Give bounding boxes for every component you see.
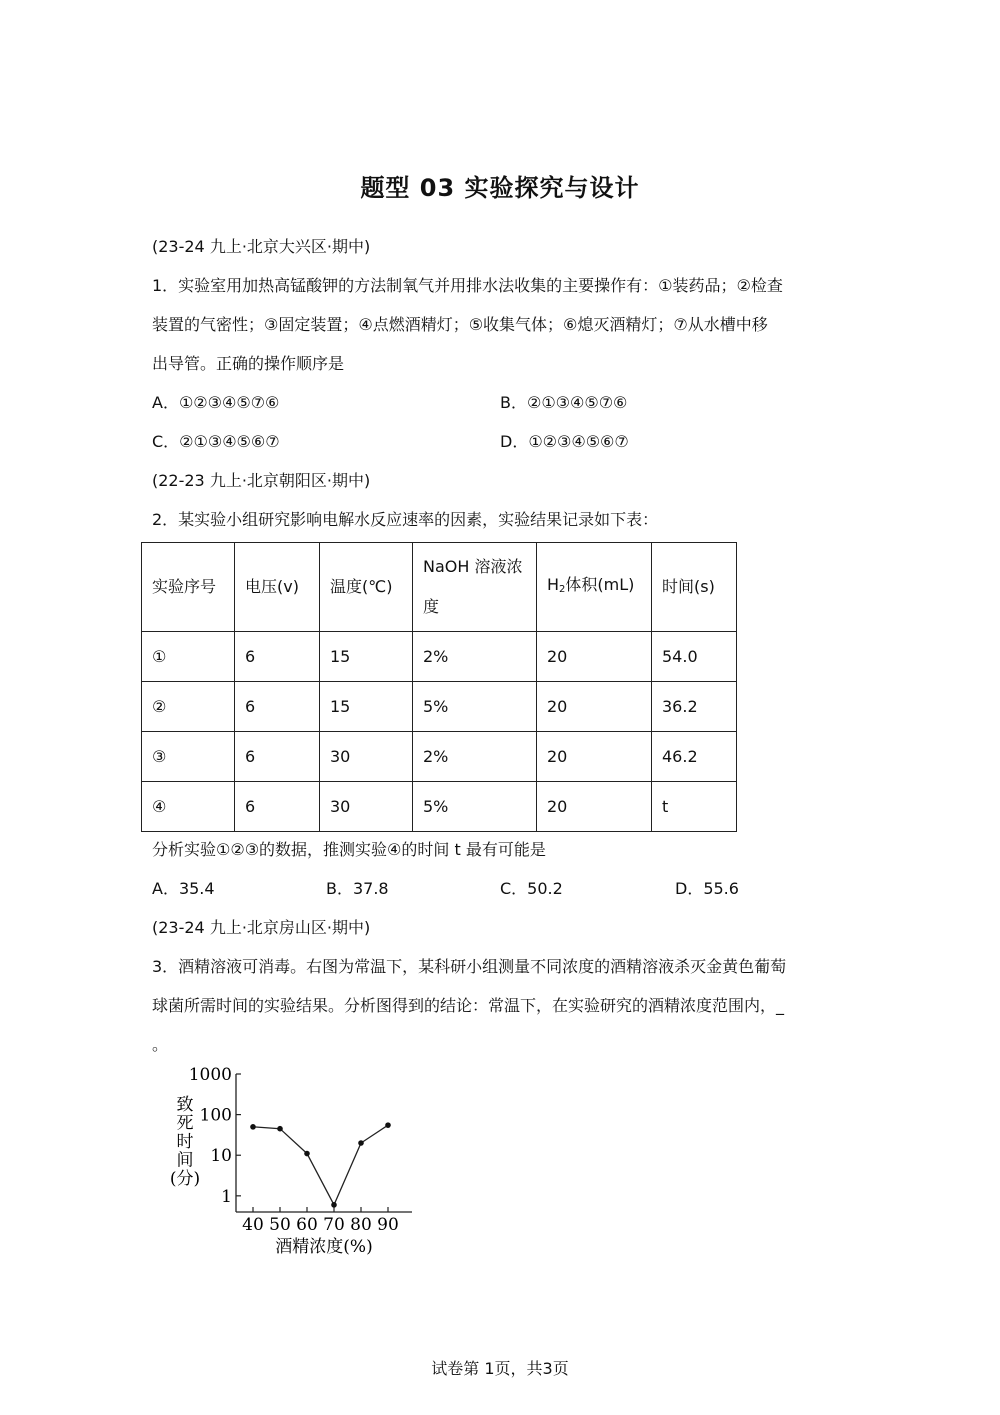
- q3-stem-line-2: 球菌所需时间的实验结果。分析图得到的结论：常温下，在实验研究的酒精浓度范围内，_: [152, 996, 785, 1015]
- header-temp: 温度(℃): [320, 543, 413, 632]
- header-h2-symbol: H: [547, 574, 560, 594]
- series-path: [253, 1125, 388, 1205]
- cell-temp: 15: [320, 682, 413, 732]
- x-tick-label: 70: [323, 1215, 345, 1235]
- cell-temp: 30: [320, 732, 413, 782]
- q2-option-b[interactable]: B．37.8: [326, 879, 389, 898]
- cell-naoh: 5%: [413, 782, 537, 832]
- cell-h2: 20: [537, 682, 652, 732]
- page-title: 题型 03 实验探究与设计: [360, 174, 640, 202]
- y-axis-label-char: 致: [176, 1095, 194, 1115]
- q2-source: (22-23 九上·北京朝阳区·期中): [152, 471, 371, 490]
- ethanol-kill-time-chart: [150, 1060, 430, 1260]
- header-naoh-line-1: NaOH 溶液浓: [423, 557, 523, 576]
- cell-voltage: 6: [235, 782, 320, 832]
- q3-source: (23-24 九上·北京房山区·期中): [152, 918, 371, 937]
- y-axis-label-char: 死: [176, 1113, 194, 1134]
- cell-seq: ①: [142, 632, 235, 682]
- header-seq: 实验序号: [142, 543, 235, 632]
- x-axis-label: 酒精浓度(%): [275, 1237, 373, 1257]
- data-point: [385, 1122, 391, 1128]
- data-point: [331, 1202, 337, 1208]
- cell-time: t: [652, 782, 737, 832]
- cell-time: 46.2: [652, 732, 737, 782]
- data-point: [358, 1140, 364, 1146]
- header-h2-subscript: 2: [559, 583, 566, 595]
- q2-option-c[interactable]: C．50.2: [500, 879, 563, 898]
- q3-stem-line-3: 。: [152, 1035, 169, 1054]
- cell-naoh: 2%: [413, 632, 537, 682]
- table-row: [142, 732, 737, 782]
- experiment-table: [141, 542, 737, 832]
- q1-option-a[interactable]: A．①②③④⑤⑦⑥: [152, 393, 280, 412]
- q1-stem-line-2: 装置的气密性；③固定装置；④点燃酒精灯；⑤收集气体；⑥熄灭酒精灯；⑦从水槽中移: [152, 315, 768, 334]
- data-point: [304, 1151, 310, 1157]
- q2-option-d[interactable]: D．55.6: [675, 879, 739, 898]
- x-tick-label: 50: [269, 1215, 291, 1235]
- table-row: [142, 632, 737, 682]
- header-h2-unit: 体积(mL): [565, 574, 635, 594]
- header-h2: [537, 543, 652, 632]
- q1-stem-line-1: 1．实验室用加热高锰酸钾的方法制氧气并用排水法收集的主要操作有：①装药品；②检查: [152, 276, 783, 295]
- q1-option-c[interactable]: C．②①③④⑤⑥⑦: [152, 432, 280, 451]
- q2-option-a[interactable]: A．35.4: [152, 879, 215, 898]
- chart-axes: [236, 1074, 412, 1212]
- cell-h2: 20: [537, 782, 652, 832]
- cell-voltage: 6: [235, 682, 320, 732]
- y-axis-label: [170, 1095, 200, 1189]
- q2-stem: 2．某实验小组研究影响电解水反应速率的因素，实验结果记录如下表：: [152, 510, 659, 529]
- header-naoh: [413, 543, 537, 632]
- header-time: 时间(s): [652, 543, 737, 632]
- q1-source: (23-24 九上·北京大兴区·期中): [152, 237, 371, 256]
- q1-option-b[interactable]: B．②①③④⑤⑦⑥: [500, 393, 628, 412]
- y-tick-label: 1000: [188, 1065, 232, 1085]
- page-footer: 试卷第 1页，共3页: [431, 1359, 569, 1378]
- y-tick-label: 100: [199, 1105, 232, 1126]
- x-tick-label: 80: [350, 1215, 372, 1235]
- cell-naoh: 2%: [413, 732, 537, 782]
- x-ticks: [242, 1207, 399, 1235]
- cell-h2: 20: [537, 732, 652, 782]
- data-point: [277, 1126, 283, 1132]
- cell-voltage: 6: [235, 732, 320, 782]
- q1-stem-line-3: 出导管。正确的操作顺序是: [152, 354, 345, 373]
- data-point: [250, 1124, 256, 1130]
- cell-h2: 20: [537, 632, 652, 682]
- y-axis-label-char: 时: [176, 1132, 194, 1152]
- table-row: [142, 782, 737, 832]
- y-tick-label: 1: [221, 1186, 232, 1207]
- cell-seq: ②: [142, 682, 235, 732]
- q2-after: 分析实验①②③的数据，推测实验④的时间 t 最有可能是: [152, 840, 546, 859]
- y-axis-label-char: 间: [176, 1150, 194, 1171]
- q1-option-d[interactable]: D．①②③④⑤⑥⑦: [500, 432, 629, 451]
- cell-seq: ④: [142, 782, 235, 832]
- header-naoh-line-2: 度: [423, 597, 440, 616]
- cell-voltage: 6: [235, 632, 320, 682]
- x-tick-label: 60: [296, 1215, 318, 1235]
- y-axis-label-char: (分): [169, 1169, 201, 1189]
- table-header-row: [142, 543, 737, 632]
- x-tick-label: 40: [242, 1215, 264, 1235]
- q3-stem-line-1: 3．酒精溶液可消毒。右图为常温下，某科研小组测量不同浓度的酒精溶液杀灭金黄色葡萄: [152, 957, 787, 976]
- table-row: [142, 682, 737, 732]
- cell-time: 54.0: [652, 632, 737, 682]
- header-voltage: 电压(v): [235, 543, 320, 632]
- series-line: [250, 1122, 391, 1207]
- y-tick-label: 10: [210, 1146, 232, 1167]
- cell-naoh: 5%: [413, 682, 537, 732]
- cell-seq: ③: [142, 732, 235, 782]
- cell-temp: 15: [320, 632, 413, 682]
- cell-time: 36.2: [652, 682, 737, 732]
- x-tick-label: 90: [377, 1215, 399, 1235]
- cell-temp: 30: [320, 782, 413, 832]
